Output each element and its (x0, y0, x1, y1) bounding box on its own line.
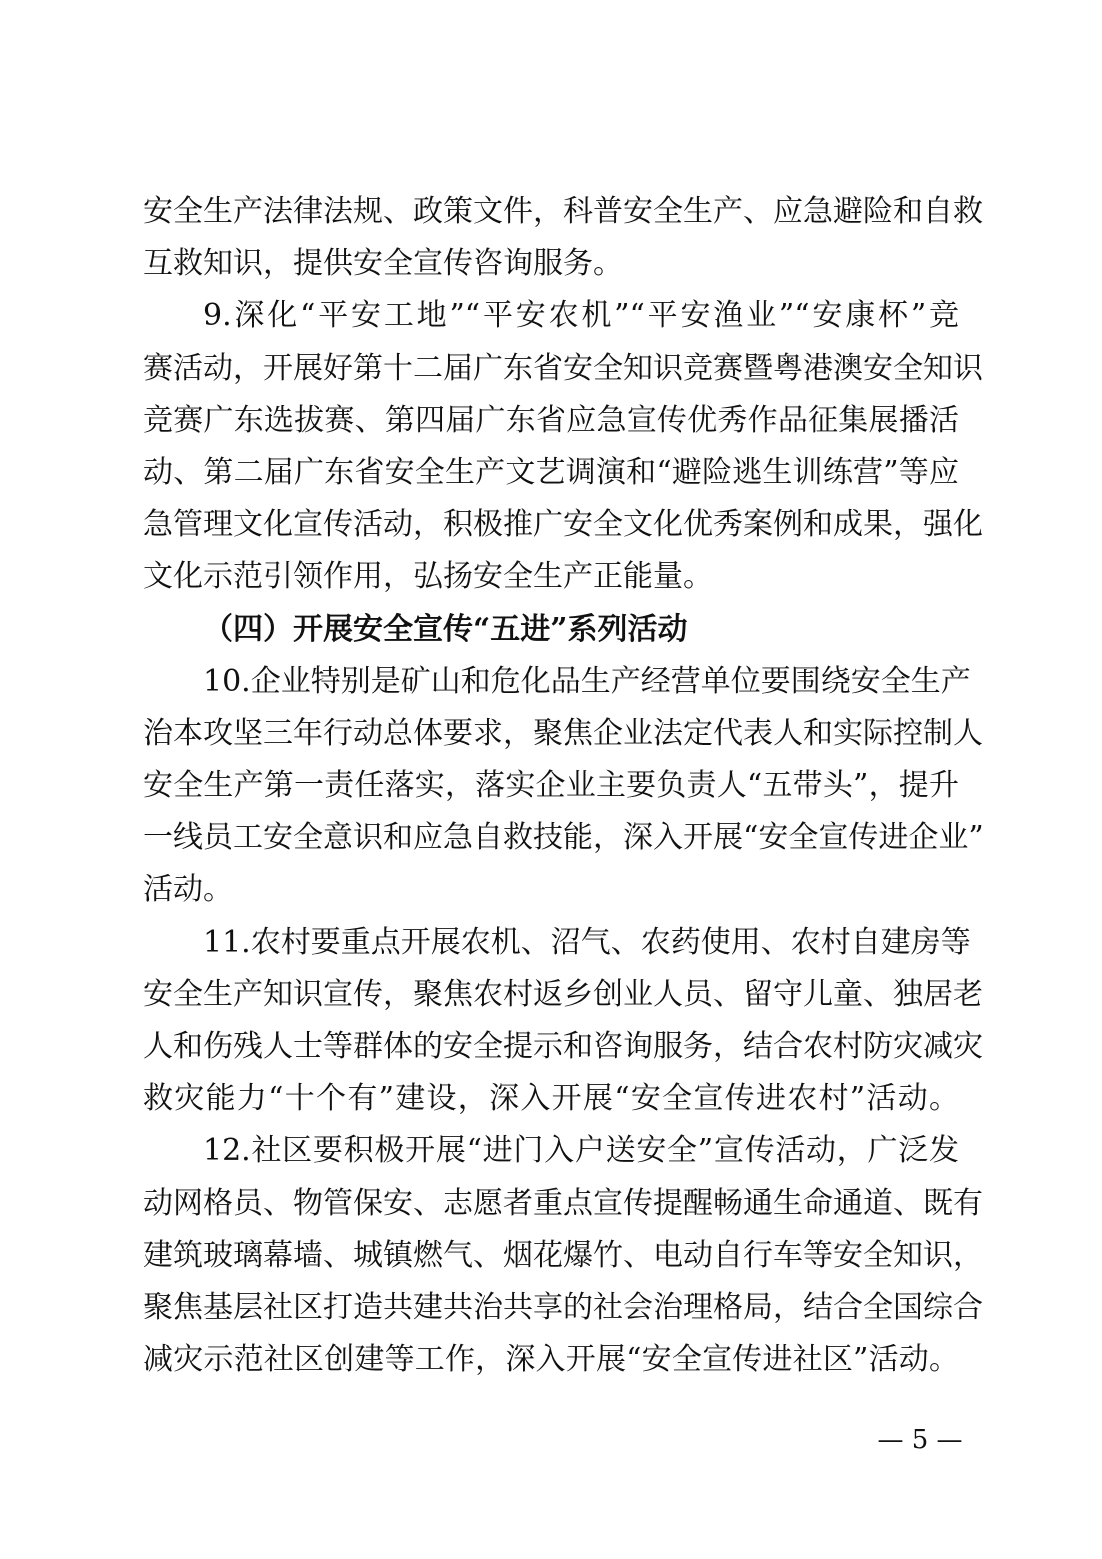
text-line: 建筑玻璃幕墙、城镇燃气、烟花爆竹、电动自行车等安全知识， (143, 1237, 983, 1273)
text-line: 急管理文化宣传活动，积极推广安全文化优秀案例和成果，强化 (143, 507, 983, 543)
text-line: 聚焦基层社区打造共建共治共享的社会治理格局，结合全国综合 (143, 1289, 983, 1325)
text-line: 人和伤残人士等群体的安全提示和咨询服务，结合农村防灾减灾 (143, 1029, 983, 1064)
text-line: 安全生产第一责任落实，落实企业主要负责人“五带头”，提升 (143, 768, 959, 804)
text-line: 一线员工安全意识和应急自救技能，深入开展“安全宣传进企业” (143, 820, 984, 856)
text-line: 9.深化“平安工地”“平安农机”“平安渔业”“安康杯”竞 (203, 298, 959, 334)
text-line: 文化示范引领作用，弘扬安全生产正能量。 (143, 559, 713, 595)
text-line: 动网格员、物管保安、志愿者重点宣传提醒畅通生命通道、既有 (143, 1185, 983, 1221)
text-line: 减灾示范社区创建等工作，深入开展“安全宣传进社区”活动。 (143, 1342, 959, 1378)
section-heading: （四）开展安全宣传“五进”系列活动 (203, 611, 688, 647)
text-line: 治本攻坚三年行动总体要求，聚焦企业法定代表人和实际控制人 (143, 715, 983, 751)
text-line: 11.农村要重点开展农机、沼气、农药使用、农村自建房等 (203, 924, 971, 960)
text-line: 活动。 (143, 872, 233, 908)
text-line: 10.企业特别是矿山和危化品生产经营单位要围绕安全生产 (203, 663, 971, 699)
text-line: 救灾能力“十个有”建设，深入开展“安全宣传进农村”活动。 (143, 1081, 959, 1117)
text-line: 互救知识，提供安全宣传咨询服务。 (143, 246, 623, 282)
page-number: — 5 — (877, 1425, 963, 1455)
text-line: 安全生产知识宣传，聚焦农村返乡创业人员、留守儿童、独居老 (143, 976, 983, 1012)
text-line: 竞赛广东选拔赛、第四届广东省应急宣传优秀作品征集展播活 (143, 402, 959, 438)
text-line: 动、第二届广东省安全生产文艺调演和“避险逃生训练营”等应 (143, 454, 959, 490)
document-body (143, 186, 984, 1386)
text-line: 安全生产法律法规、政策文件，科普安全生产、应急避险和自救 (143, 194, 983, 229)
text-line: 赛活动，开展好第十二届广东省安全知识竞赛暨粤港澳安全知识 (143, 350, 983, 386)
text-line: 12.社区要积极开展“进门入户送安全”宣传活动，广泛发 (203, 1133, 959, 1169)
